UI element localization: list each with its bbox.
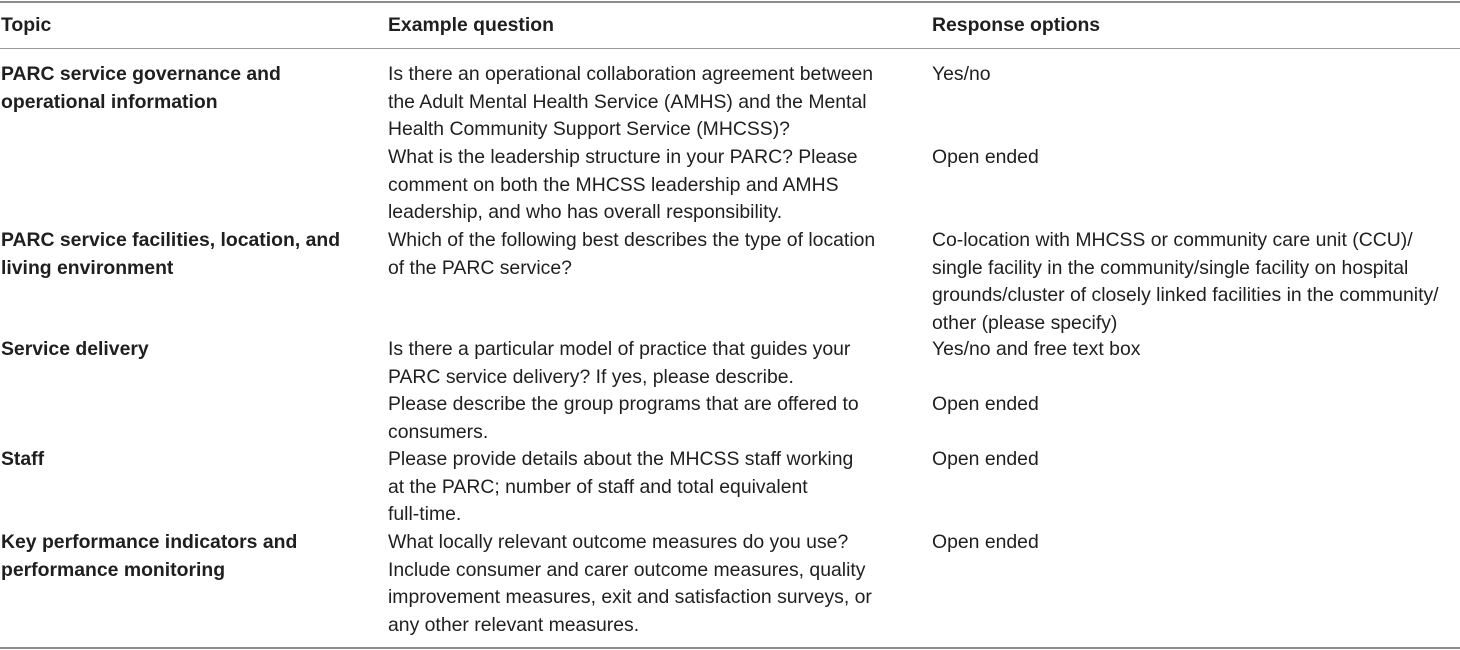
row-topic-kpi: Key performance indicators and performance monitoring <box>1 531 298 581</box>
row-topic-governance: PARC service governance and operational information <box>1 63 281 113</box>
row-question-outcome-measures: What locally relevant outcome measures do you use? Include consumer and carer outcome measures, quality improvement measures, exit and satisfaction surveys, or any other relevant measures. <box>388 531 872 636</box>
row-question-leadership: What is the leadership structure in your PARC? Please comment on both the MHCSS leadership and AMHS leadership, and who has overall responsibility. <box>388 146 858 223</box>
row-question-model-of-practice: Is there a particular model of practice that guides your PARC service delivery? If yes, please describe. <box>388 338 851 388</box>
row-response-leadership: Open ended <box>932 146 1039 168</box>
row-question-collaboration: Is there an operational collaboration agreement between the Adult Mental Health Service (AMHS) and the Mental Health Community Support Service (MHCSS)? <box>388 63 874 140</box>
row-topic-staff: Staff <box>1 448 45 470</box>
row-topic-facilities: PARC service facilities, location, and living environment <box>1 229 341 279</box>
row-response-model-of-practice: Yes/no and free text box <box>932 338 1141 360</box>
header-response-options: Response options <box>932 14 1101 36</box>
row-response-staff-details: Open ended <box>932 448 1039 470</box>
row-question-group-programs: Please describe the group programs that are offered to consumers. <box>388 393 859 443</box>
row-topic-service-delivery: Service delivery <box>1 338 149 360</box>
row-response-collaboration: Yes/no <box>932 63 991 85</box>
row-question-location: Which of the following best describes the type of location of the PARC service? <box>388 229 876 279</box>
table-header-rule <box>0 48 1460 49</box>
row-response-location: Co-location with MHCSS or community care unit (CCU)/ single facility in the community/single facility on hospital grounds/cluster of closely linked facilities in the community/ other (please specify) <box>932 229 1439 334</box>
row-response-group-programs: Open ended <box>932 393 1039 415</box>
table-top-rule <box>0 1 1460 3</box>
row-response-outcome-measures: Open ended <box>932 531 1039 553</box>
header-topic: Topic <box>1 14 52 36</box>
row-question-staff-details: Please provide details about the MHCSS staff working at the PARC; number of staff and total equivalent full-time. <box>388 448 854 525</box>
table-bottom-rule <box>0 647 1460 649</box>
header-example-question: Example question <box>388 14 554 36</box>
